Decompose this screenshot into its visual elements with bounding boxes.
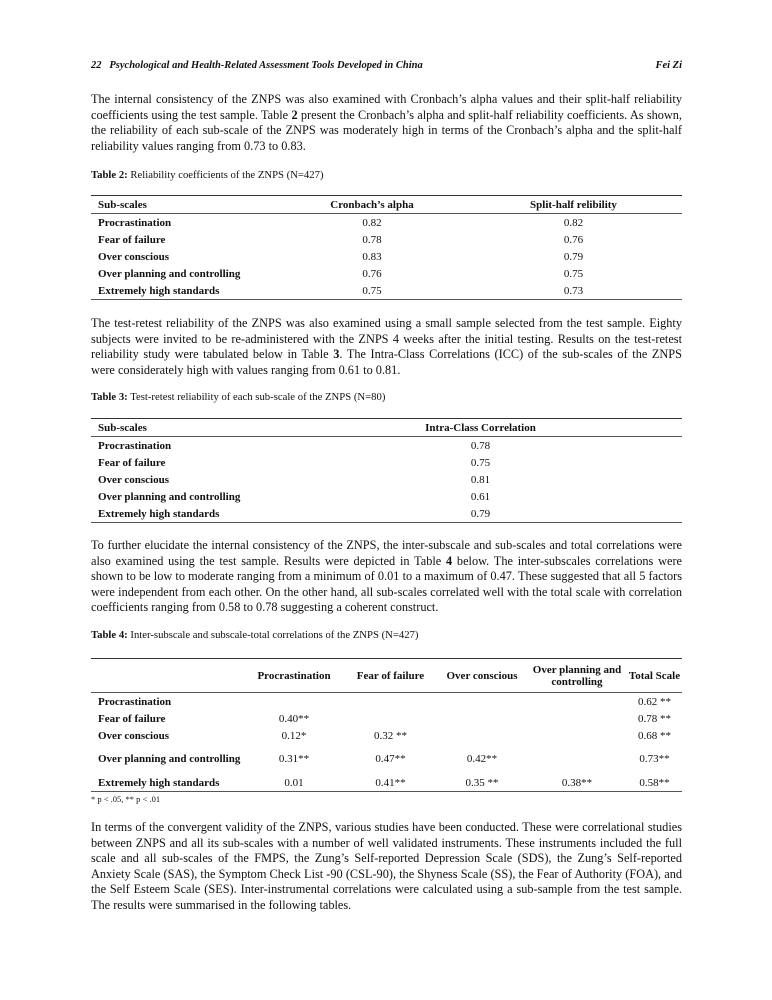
table2-caption: Table 2: Reliability coefficients of the ZNPS (N=427) <box>91 169 324 181</box>
paragraph-inter-subscale: To further elucidate the internal consistency of the ZNPS, the inter-subscale and sub-scales and total correlations were also examined using the test sample. Results were depicted in Table 4 below. The inter-subscales correlations were shown to be low to moderate ranging from a minimum of 0.01 to a maximum of 0.47. These suggested that all 5 factors were independent from each other. On the other hand, all sub-scales correlated well with the total scale with correlation coefficients ranging from 0.58 to 0.78 suggesting a coherent construct. <box>91 538 683 614</box>
table-row: Extremely high standards 0.01 0.41** 0.35 ** 0.38** 0.58** <box>91 774 682 792</box>
paragraph-internal-consistency: The internal consistency of the ZNPS was also examined with Cronbach’s alpha values and their split-half reliability coefficients using the test sample. Table 2 present the Cronbach’s alpha and split-half reliability coefficients. As shown, the reliability of each sub-scale of the ZNPS was moderately high in terms of the Cronbach’s alpha and the split-half reliability values ranging from 0.73 to 0.83. <box>91 92 682 153</box>
table-row: Extremely high standards 0.79 <box>91 505 682 523</box>
table-row: Fear of failure 0.75 <box>98 456 491 469</box>
table-row: Over conscious 0.83 0.79 <box>98 250 584 263</box>
table3-header-row: Sub-scales Intra-Class Correlation <box>91 419 682 437</box>
table-row: Extremely high standards 0.75 0.73 <box>91 282 682 300</box>
table3 <box>91 418 682 523</box>
table-row: Procrastination 0.62 ** <box>98 695 671 708</box>
table-row: Over planning and controlling 0.61 <box>98 490 491 503</box>
table-row: Over conscious 0.12* 0.32 ** 0.68 ** <box>98 729 671 742</box>
journal-title: Psychological and Health-Related Assessment Tools Developed in China <box>109 60 423 71</box>
table-row: Fear of failure 0.78 0.76 <box>98 233 584 246</box>
table4-footnote: * p < .05, ** p < .01 <box>91 794 161 804</box>
paragraph-convergent-validity: In terms of the convergent validity of the ZNPS, various studies have been conducted. These were correlational studies between ZNPS and all its sub-scales with a number of well validated instruments. These instruments included the full scale and all sub-scales of the FMPS, the Zung’s Self-reported Depression Scale (SDS), the Zung’s Self-reported Anxiety Scale (SAS), the Symptom Check List -90 (CSL-90), the Shyness Scale (SS), the Fear of Authority (FOA), and the Self Esteem Scale (SES). Inter-instrumental correlations were calculated using a sub-sample from the test sample. The results were summarised in the following tables. <box>91 820 682 912</box>
paragraph-test-retest: The test-retest reliability of the ZNPS was also examined using a small sample selected from the test sample. Eighty subjects were invited to be re-administered with the ZNPS 4 weeks after the initial testing. Results on the test-retest reliability study were tabulated below in Table 3. The Intra-Class Correlations (ICC) of the sub-scales of the ZNPS were considerately high with values ranging from 0.61 to 0.81. <box>91 316 682 377</box>
table-row: Fear of failure 0.40** 0.78 ** <box>98 712 671 725</box>
table4 <box>91 658 682 792</box>
table-row: Over planning and controlling 0.31** 0.47** 0.42** 0.73** <box>98 753 670 765</box>
author-name: Fei Zi <box>655 60 682 71</box>
table-row: Procrastination 0.82 0.82 <box>98 216 584 229</box>
table4-caption: Table 4: Inter-subscale and subscale-total correlations of the ZNPS (N=427) <box>91 629 419 641</box>
table-row: Over conscious 0.81 <box>98 473 491 486</box>
page-number: 22 <box>91 60 102 71</box>
table3-caption: Table 3: Test-retest reliability of each sub-scale of the ZNPS (N=80) <box>91 391 386 403</box>
table-row: Over planning and controlling 0.76 0.75 <box>98 267 584 280</box>
table4-header-row: Procrastination Fear of failure Over conscious Over planning and controlling Total Scale <box>91 659 682 693</box>
table2-header-row: Sub-scales Cronbach’s alpha Split-half relibility <box>91 196 682 214</box>
table2 <box>91 195 682 300</box>
table-row: Procrastination 0.78 <box>98 439 491 452</box>
running-header <box>91 60 682 76</box>
